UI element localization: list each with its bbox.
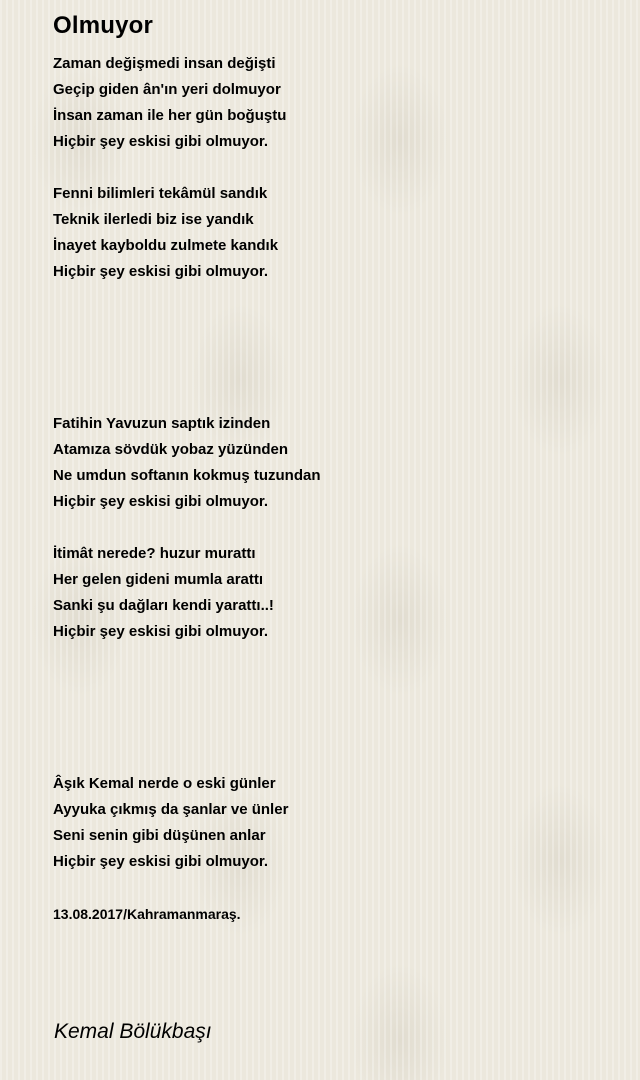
poem-line: Sanki şu dağları kendi yarattı..!: [53, 597, 274, 614]
stanza-2: [53, 181, 278, 285]
poem-line: Ayyuka çıkmış da şanlar ve ünler: [53, 801, 289, 818]
stanza-4: [53, 541, 274, 645]
poem-line: Hiçbir şey eskisi gibi olmuyor.: [53, 263, 269, 280]
poem-line: Zaman değişmedi insan değişti: [53, 55, 276, 72]
poem-line: Fenni bilimleri tekâmül sandık: [53, 185, 268, 202]
poem-line: Hiçbir şey eskisi gibi olmuyor.: [53, 133, 269, 150]
poem-line: Teknik ilerledi biz ise yandık: [53, 211, 254, 228]
poem-line: Atamıza sövdük yobaz yüzünden: [53, 441, 289, 458]
poem-title: Olmuyor: [53, 12, 154, 39]
poem-line: Her gelen gideni mumla arattı: [53, 571, 264, 588]
poem-line: Ne umdun softanın kokmuş tuzundan: [53, 467, 321, 484]
poem-line: Hiçbir şey eskisi gibi olmuyor.: [53, 623, 269, 640]
poem-line: Hiçbir şey eskisi gibi olmuyor.: [53, 853, 269, 870]
poem-line: İtimât nerede? huzur murattı: [53, 545, 256, 562]
poem-line: Âşık Kemal nerde o eski günler: [53, 775, 276, 792]
poem-line: Hiçbir şey eskisi gibi olmuyor.: [53, 493, 269, 510]
poem-date-place: 13.08.2017/Kahramanmaraş.: [53, 906, 241, 922]
poem-line: İnsan zaman ile her gün boğuştu: [53, 107, 287, 124]
poem-line: Geçip giden ân'ın yeri dolmuyor: [53, 81, 281, 98]
poem-line: Fatihin Yavuzun saptık izinden: [53, 415, 271, 432]
poem-author: Kemal Bölükbaşı: [54, 1020, 212, 1043]
stanza-1: [53, 51, 286, 155]
stanza-3: [53, 411, 321, 515]
poem-line: İnayet kayboldu zulmete kandık: [53, 237, 279, 254]
poem-line: Seni senin gibi düşünen anlar: [53, 827, 266, 844]
stanza-5: [53, 771, 288, 875]
